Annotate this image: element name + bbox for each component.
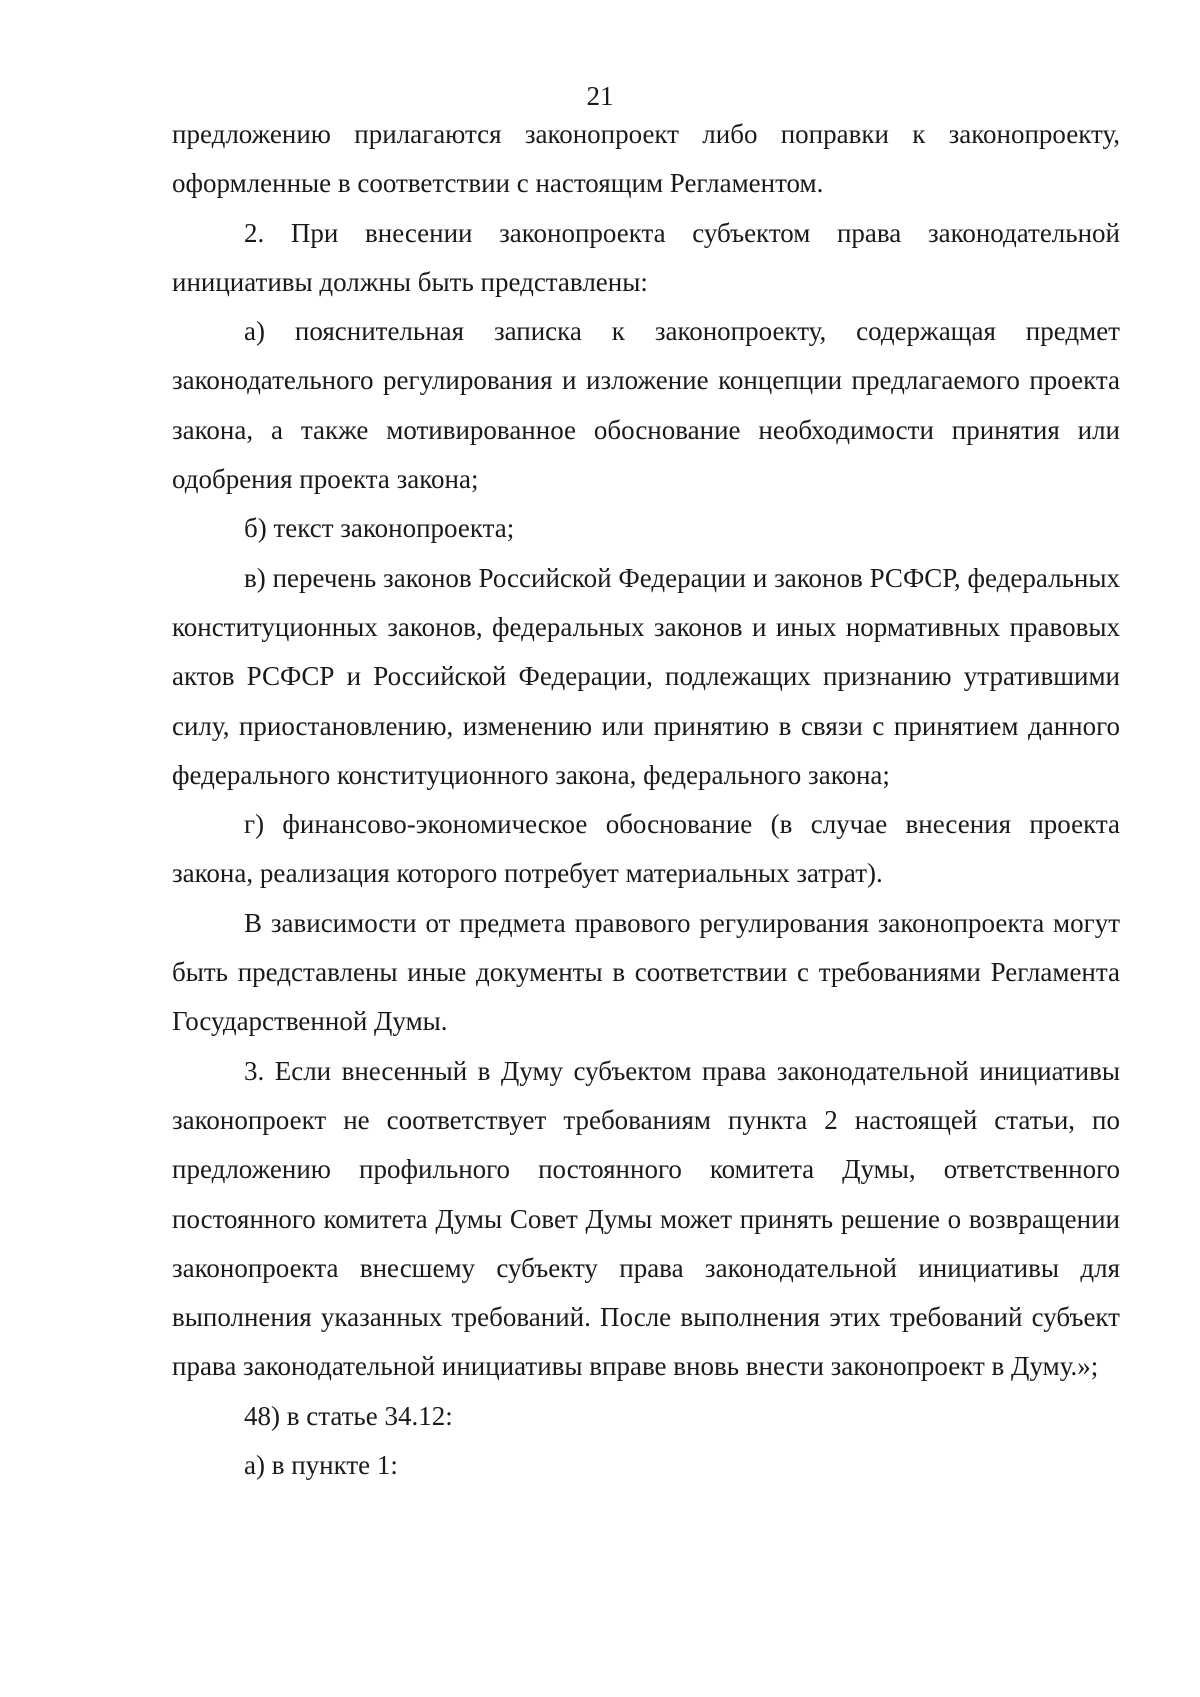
paragraph: б) текст законопроекта; (244, 513, 515, 544)
paragraph: в) перечень законов Российской Федерации и законов РСФСР, федеральных конституционных законов, федеральных законов и иных нормативных правовых актов РСФСР и Российской Федерации, подлежащих признанию утратившими силу, приостановлению, изменению или принятию в связи с принятием данного федерального конституционного закона, федерального закона; (172, 562, 1120, 790)
paragraph: 2. При внесении законопроекта субъектом права законодательной инициативы должны быть представлены: (172, 217, 1120, 297)
paragraph: г) финансово-экономическое обоснование (в случае внесения проекта закона, реализация которого потребует материальных затрат). (172, 809, 1120, 889)
document-body (172, 110, 1120, 1490)
paragraph: 48) в статье 34.12: (244, 1400, 453, 1431)
paragraph: а) пояснительная записка к законопроекту, содержащая предмет законодательного регулирования и изложение концепции предлагаемого проекта закона, а также мотивированное обоснование необходимости принятия или одобрения проекта закона; (172, 316, 1120, 495)
paragraph: предложению прилагаются законопроект либо поправки к законопроекту, оформленные в соответствии с настоящим Регламентом. (172, 119, 1120, 199)
paragraph: 3. Если внесенный в Думу субъектом права законодательной инициативы законопроект не соответствует требованиям пункта 2 настоящей статьи, по предложению профильного постоянного комитета Думы, ответственного постоянного комитета Думы Совет Думы может принять решение о возвращении законопроекта внесшему субъекту права законодательной инициативы для выполнения указанных требований. После выполнения этих требований субъект права законодательной инициативы вправе вновь внести законопроект в Думу.»; (172, 1055, 1120, 1382)
paragraph: В зависимости от предмета правового регулирования законопроекта могут быть представлены иные документы в соответствии с требованиями Регламента Государственной Думы. (172, 907, 1120, 1037)
paragraph: а) в пункте 1: (244, 1450, 398, 1481)
page-number: 21 (586, 81, 614, 111)
